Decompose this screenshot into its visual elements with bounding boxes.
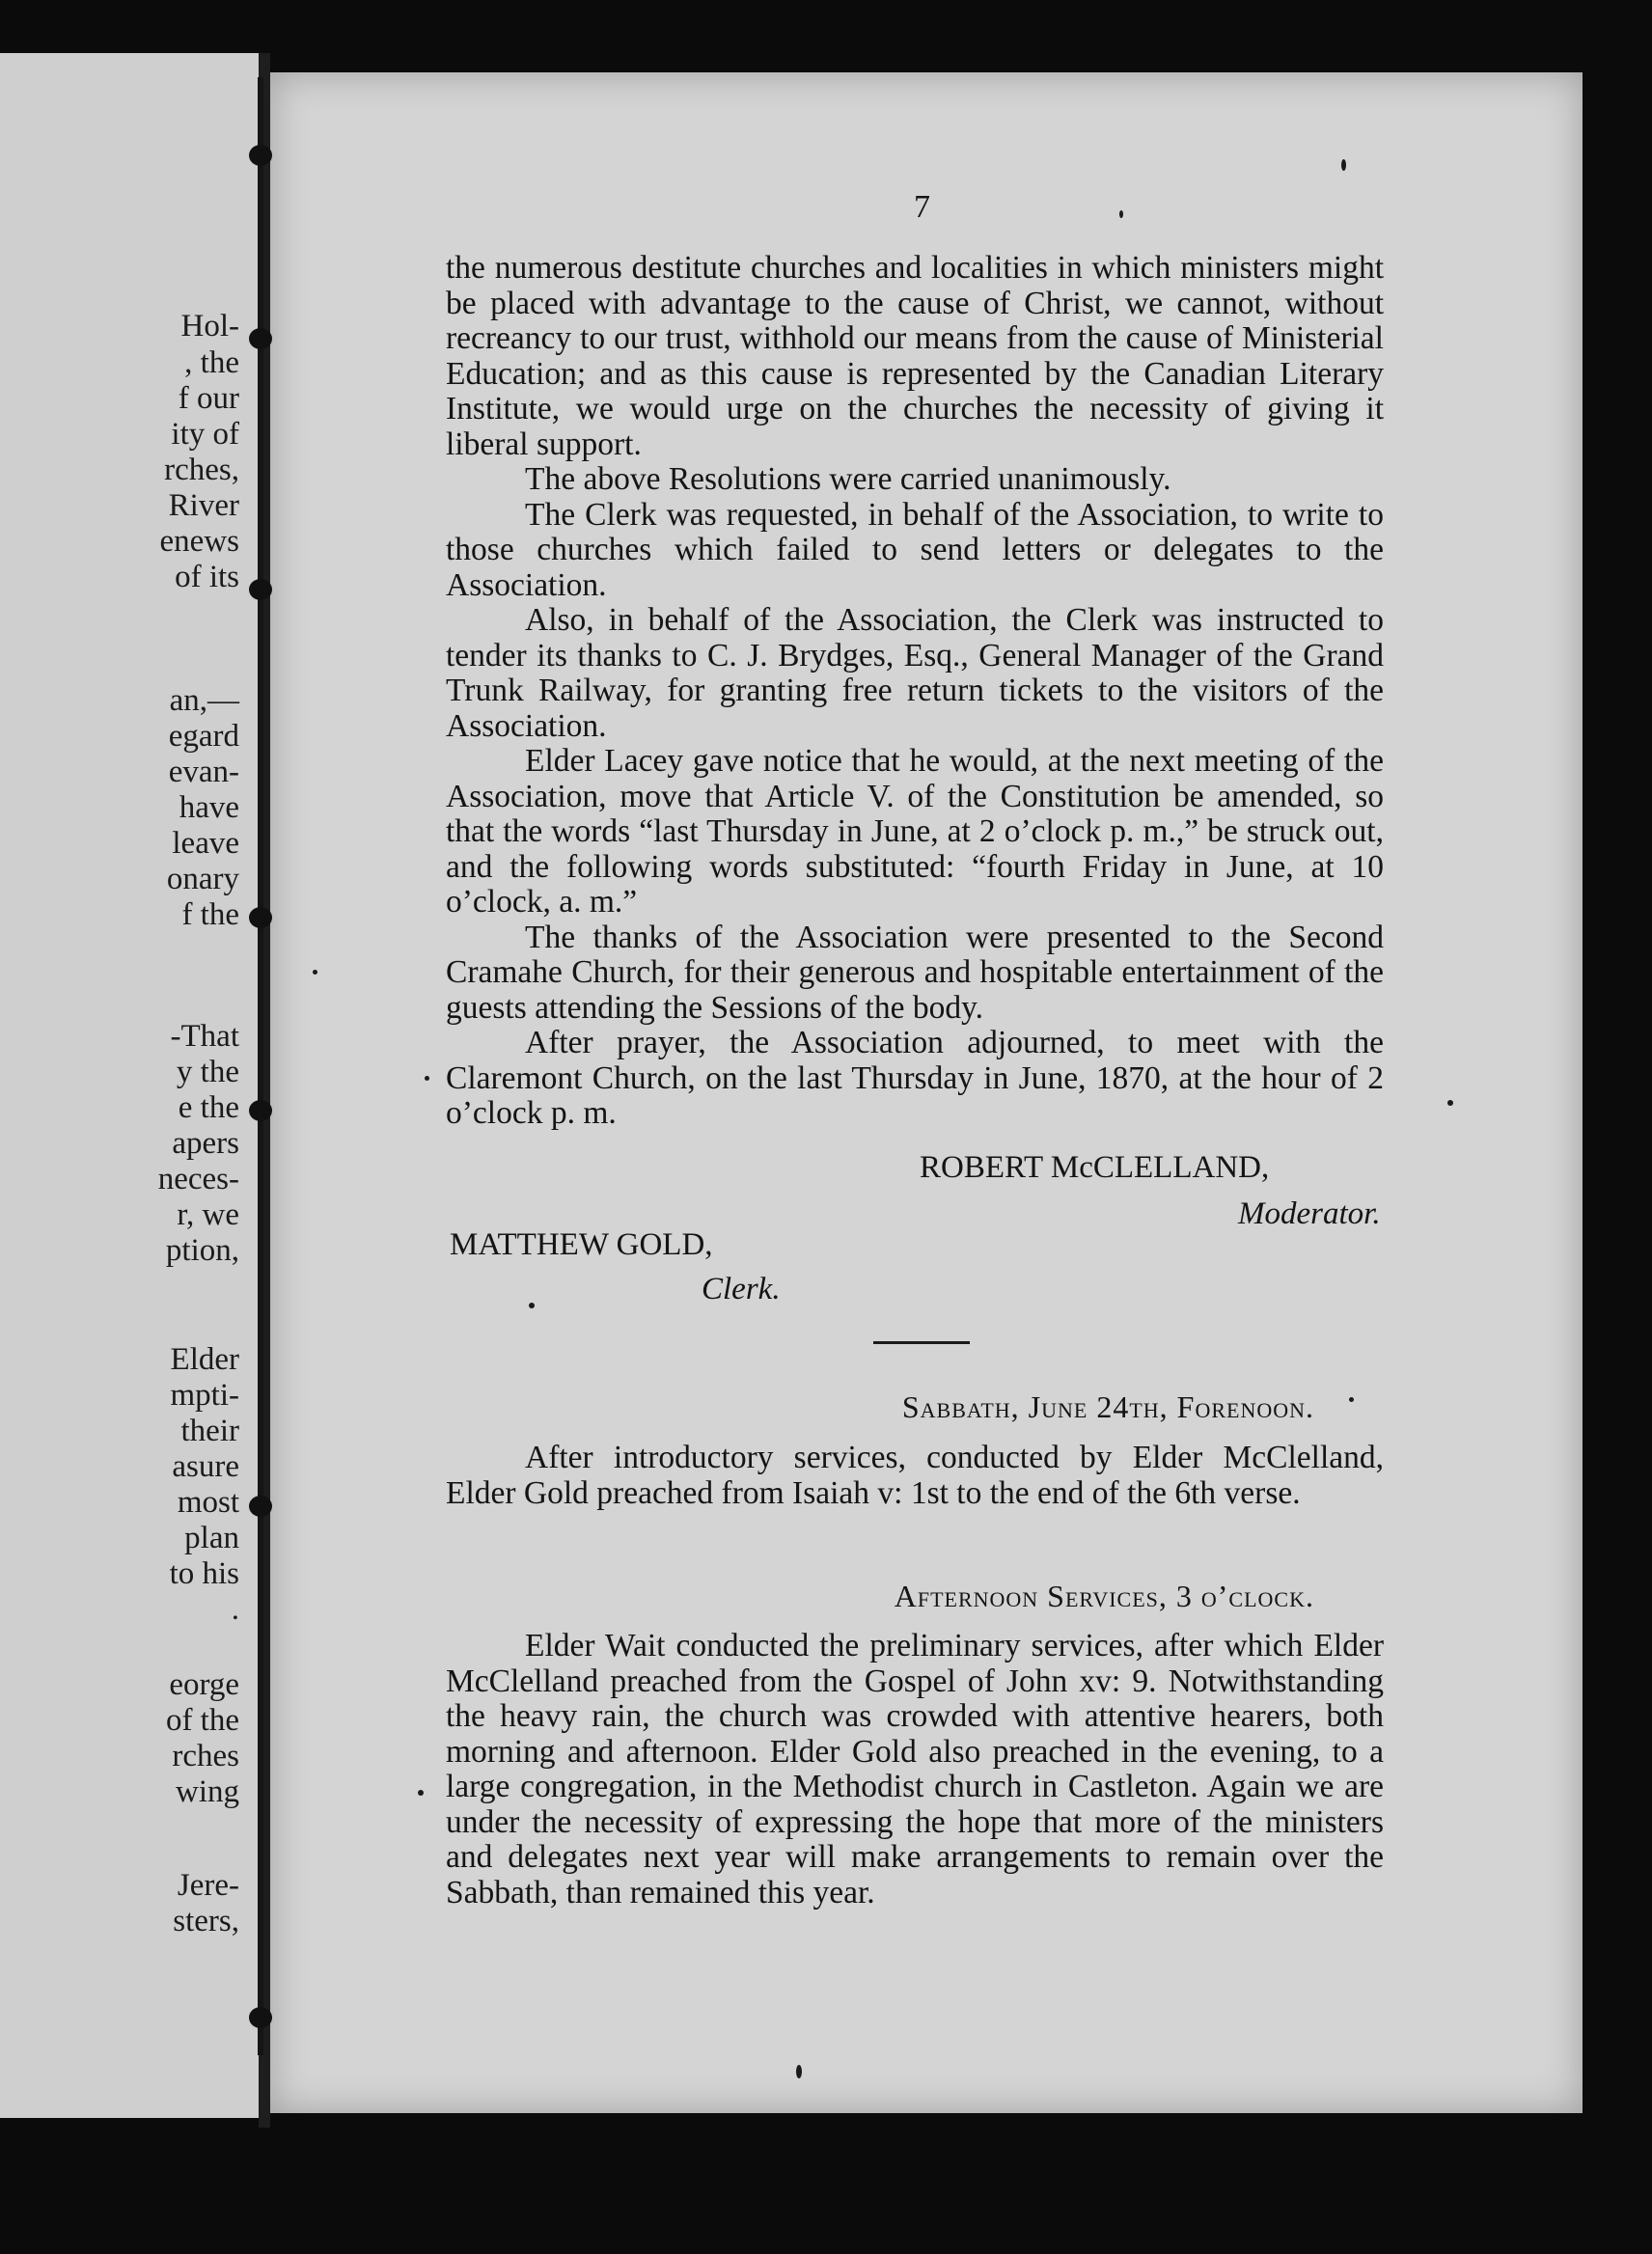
left-fragment: rches, [164,453,239,487]
clerk-title: Clerk. [702,1272,781,1306]
scan-speck [313,970,317,975]
resolution-text [446,251,1384,1132]
left-fragment: rches [172,1739,239,1773]
left-fragment: ption, [165,1233,239,1268]
paragraph: Also, in behalf of the Association, the Clerk was instructed to tender its thanks to C. J. Brydges, Esq., General Manager of the Grand Trunk Railway, for granting free return tickets to the visitors of the Association. [446,602,1384,744]
scan-speck [529,1303,535,1308]
left-fragment: mpti- [170,1378,239,1413]
paragraph: The thanks of the Association were presented to the Second Cramahe Church, for their generous and hospitable entertainment of the guests attending the Sessions of the body. [446,919,1384,1026]
scan-speck [1447,1100,1453,1106]
left-fragment: neces- [157,1162,239,1196]
left-fragment: enews [159,524,239,559]
left-fragment: asure [172,1449,239,1484]
scan-speck [418,1790,424,1796]
paragraph: The Clerk was requested, in behalf of the Association, to write to those churches which failed to send letters or delegates to the Association. [446,496,1384,603]
left-fragment: Jere- [177,1868,239,1903]
paragraph: the numerous destitute churches and localities in which ministers might be placed with advantage to the cause of Christ, we cannot, without recreancy to our trust, withhold our means from the cause of Ministerial Education; and as this cause is represented by the Canadian Literary Institute, we would urge on the churches the necessity of giving it liberal support. [446,250,1384,462]
paragraph: The above Resolutions were carried unanimously. [525,461,1171,497]
left-fragment: -That [170,1019,239,1054]
afternoon-heading: Afternoon Services, 3 o’clock. [894,1579,1314,1613]
scan-speck [1119,210,1123,218]
section-divider [873,1341,970,1344]
left-fragment: an,— [169,683,239,718]
binding-cord [246,77,275,2055]
binding-knot [249,1100,272,1121]
left-fragment: to his [169,1556,239,1591]
scan-speck [1341,159,1346,171]
afternoon-text-block [446,1629,1384,1910]
sabbath-text-block [446,1441,1384,1511]
moderator-title: Moderator. [1238,1196,1381,1231]
page-number: 7 [914,189,930,225]
left-fragment: f the [181,897,239,932]
left-fragment: leave [172,826,239,861]
left-fragment: Elder [170,1342,239,1377]
binding-knot [249,579,272,600]
left-fragment: ity of [171,417,239,452]
left-fragment: sters, [173,1904,239,1938]
left-fragment: e the [178,1090,239,1125]
binding-knot [249,1496,272,1517]
left-fragment: wing [176,1774,239,1809]
left-fragment: eorge [169,1667,239,1702]
left-fragment: f our [178,381,239,416]
paragraph: Elder Wait conducted the preliminary services, after which Elder McClelland preached from the Gospel of John xv: 9. Notwithstanding the heavy rain, the church was crowded with attentive hearers, both morning and afternoon. Elder Gold also preached in the evening, to a large congregation, in the Methodist church in Castleton. Again we are under the necessity of expressing the hope that more of the ministers and delegates next year will make arrangements to remain over the Sabbath, than remained this year. [446,1628,1384,1910]
left-fragment: have [179,790,239,825]
scan-speck [1349,1397,1354,1402]
left-fragment: plan [184,1521,239,1555]
left-fragment: of the [165,1703,239,1738]
paragraph: After prayer, the Association adjourned, to meet with the Claremont Church, on the last Thursday in June, 1870, at the hour of 2 o’clock p. m. [446,1025,1384,1131]
left-fragment: Hol- [180,309,239,344]
binding-thread [258,77,263,2055]
left-fragment: most [177,1485,239,1520]
binding-knot [249,145,272,166]
left-page-edge [0,53,262,2118]
left-fragment: River [168,488,239,523]
clerk-name: MATTHEW GOLD, [450,1227,713,1262]
binding-knot [249,328,272,349]
left-fragment: onary [166,862,239,896]
left-fragment: evan- [168,755,239,789]
scan-speck [796,2065,802,2078]
left-fragment: y the [176,1055,239,1089]
left-fragment: egard [168,719,239,754]
paragraph: After introductory services, conducted by Elder McClelland, Elder Gold preached from Isaiah v: 1st to the end of the 6th verse. [446,1440,1384,1511]
moderator-name: ROBERT McCLELLAND, [920,1150,1270,1185]
left-fragment: of its [175,560,239,594]
left-fragment: . [231,1592,239,1627]
paragraph: Elder Lacey gave notice that he would, at the next meeting of the Association, move that Article V. of the Constitution be amended, so that the words “last Thursday in June, at 2 o’clock p. m.,” be struck out, and the following words substituted: “fourth Friday in June, at 10 o’clock, a. m.” [446,743,1384,920]
scan-speck [425,1076,429,1081]
left-fragment: , the [184,345,239,380]
sabbath-heading: Sabbath, June 24th, Forenoon. [901,1389,1314,1424]
left-fragment: apers [172,1126,239,1161]
left-fragment: their [180,1414,239,1448]
left-fragment: r, we [177,1197,239,1232]
binding-knot [249,907,272,928]
binding-knot [249,2007,272,2028]
